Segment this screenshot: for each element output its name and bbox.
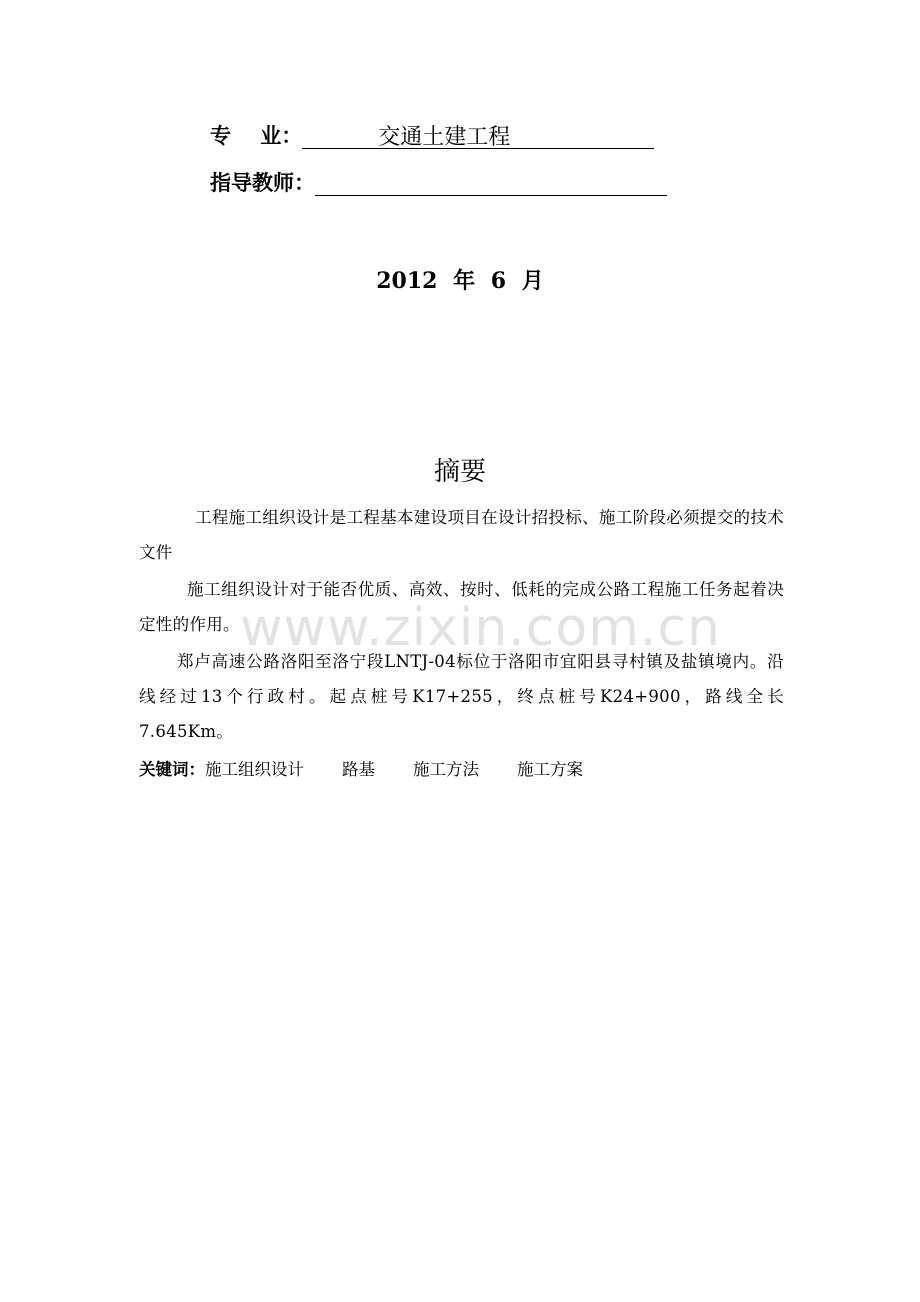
submission-date [0,266,920,296]
keyword-item: 路基 [342,760,375,779]
date-month: 6 [490,268,507,294]
major-field [210,123,654,149]
date-month-unit: 月 [521,268,544,294]
major-value: 交通土建工程 [378,125,511,150]
advisor-underline [315,171,667,196]
date-year-unit: 年 [453,268,476,294]
advisor-field [210,170,667,196]
keywords-label: 关键词： [139,760,205,779]
keyword-item: 施工方案 [517,760,583,779]
advisor-label: 指导教师： [210,171,315,195]
major-underline [302,124,654,149]
date-year: 2012 [376,268,438,294]
keyword-item: 施工组织设计 [205,760,304,779]
keyword-item: 施工方法 [413,760,479,779]
major-label: 专 业： [210,124,303,148]
watermark: www.zixin.com.cn [240,598,721,658]
abstract-paragraph-1: 工程施工组织设计是工程基本建设项目在设计招投标、施工阶段必须提交的技术文件 [139,508,784,562]
abstract-paragraph-3: 郑卢高速公路洛阳至洛宁段LNTJ-04标位于洛阳市宜阳县寻村镇及盐镇境内。沿线经过13个行政村。起点桩号K17+255，终点桩号K24+900，路线全长7.645Km。 [139,652,784,741]
abstract-paragraph-2: 施工组织设计对于能否优质、高效、按时、低耗的完成公路工程施工任务起着决定性的作用。 [139,580,784,634]
keywords-line [139,752,621,787]
abstract-title: 摘要 [433,457,486,487]
